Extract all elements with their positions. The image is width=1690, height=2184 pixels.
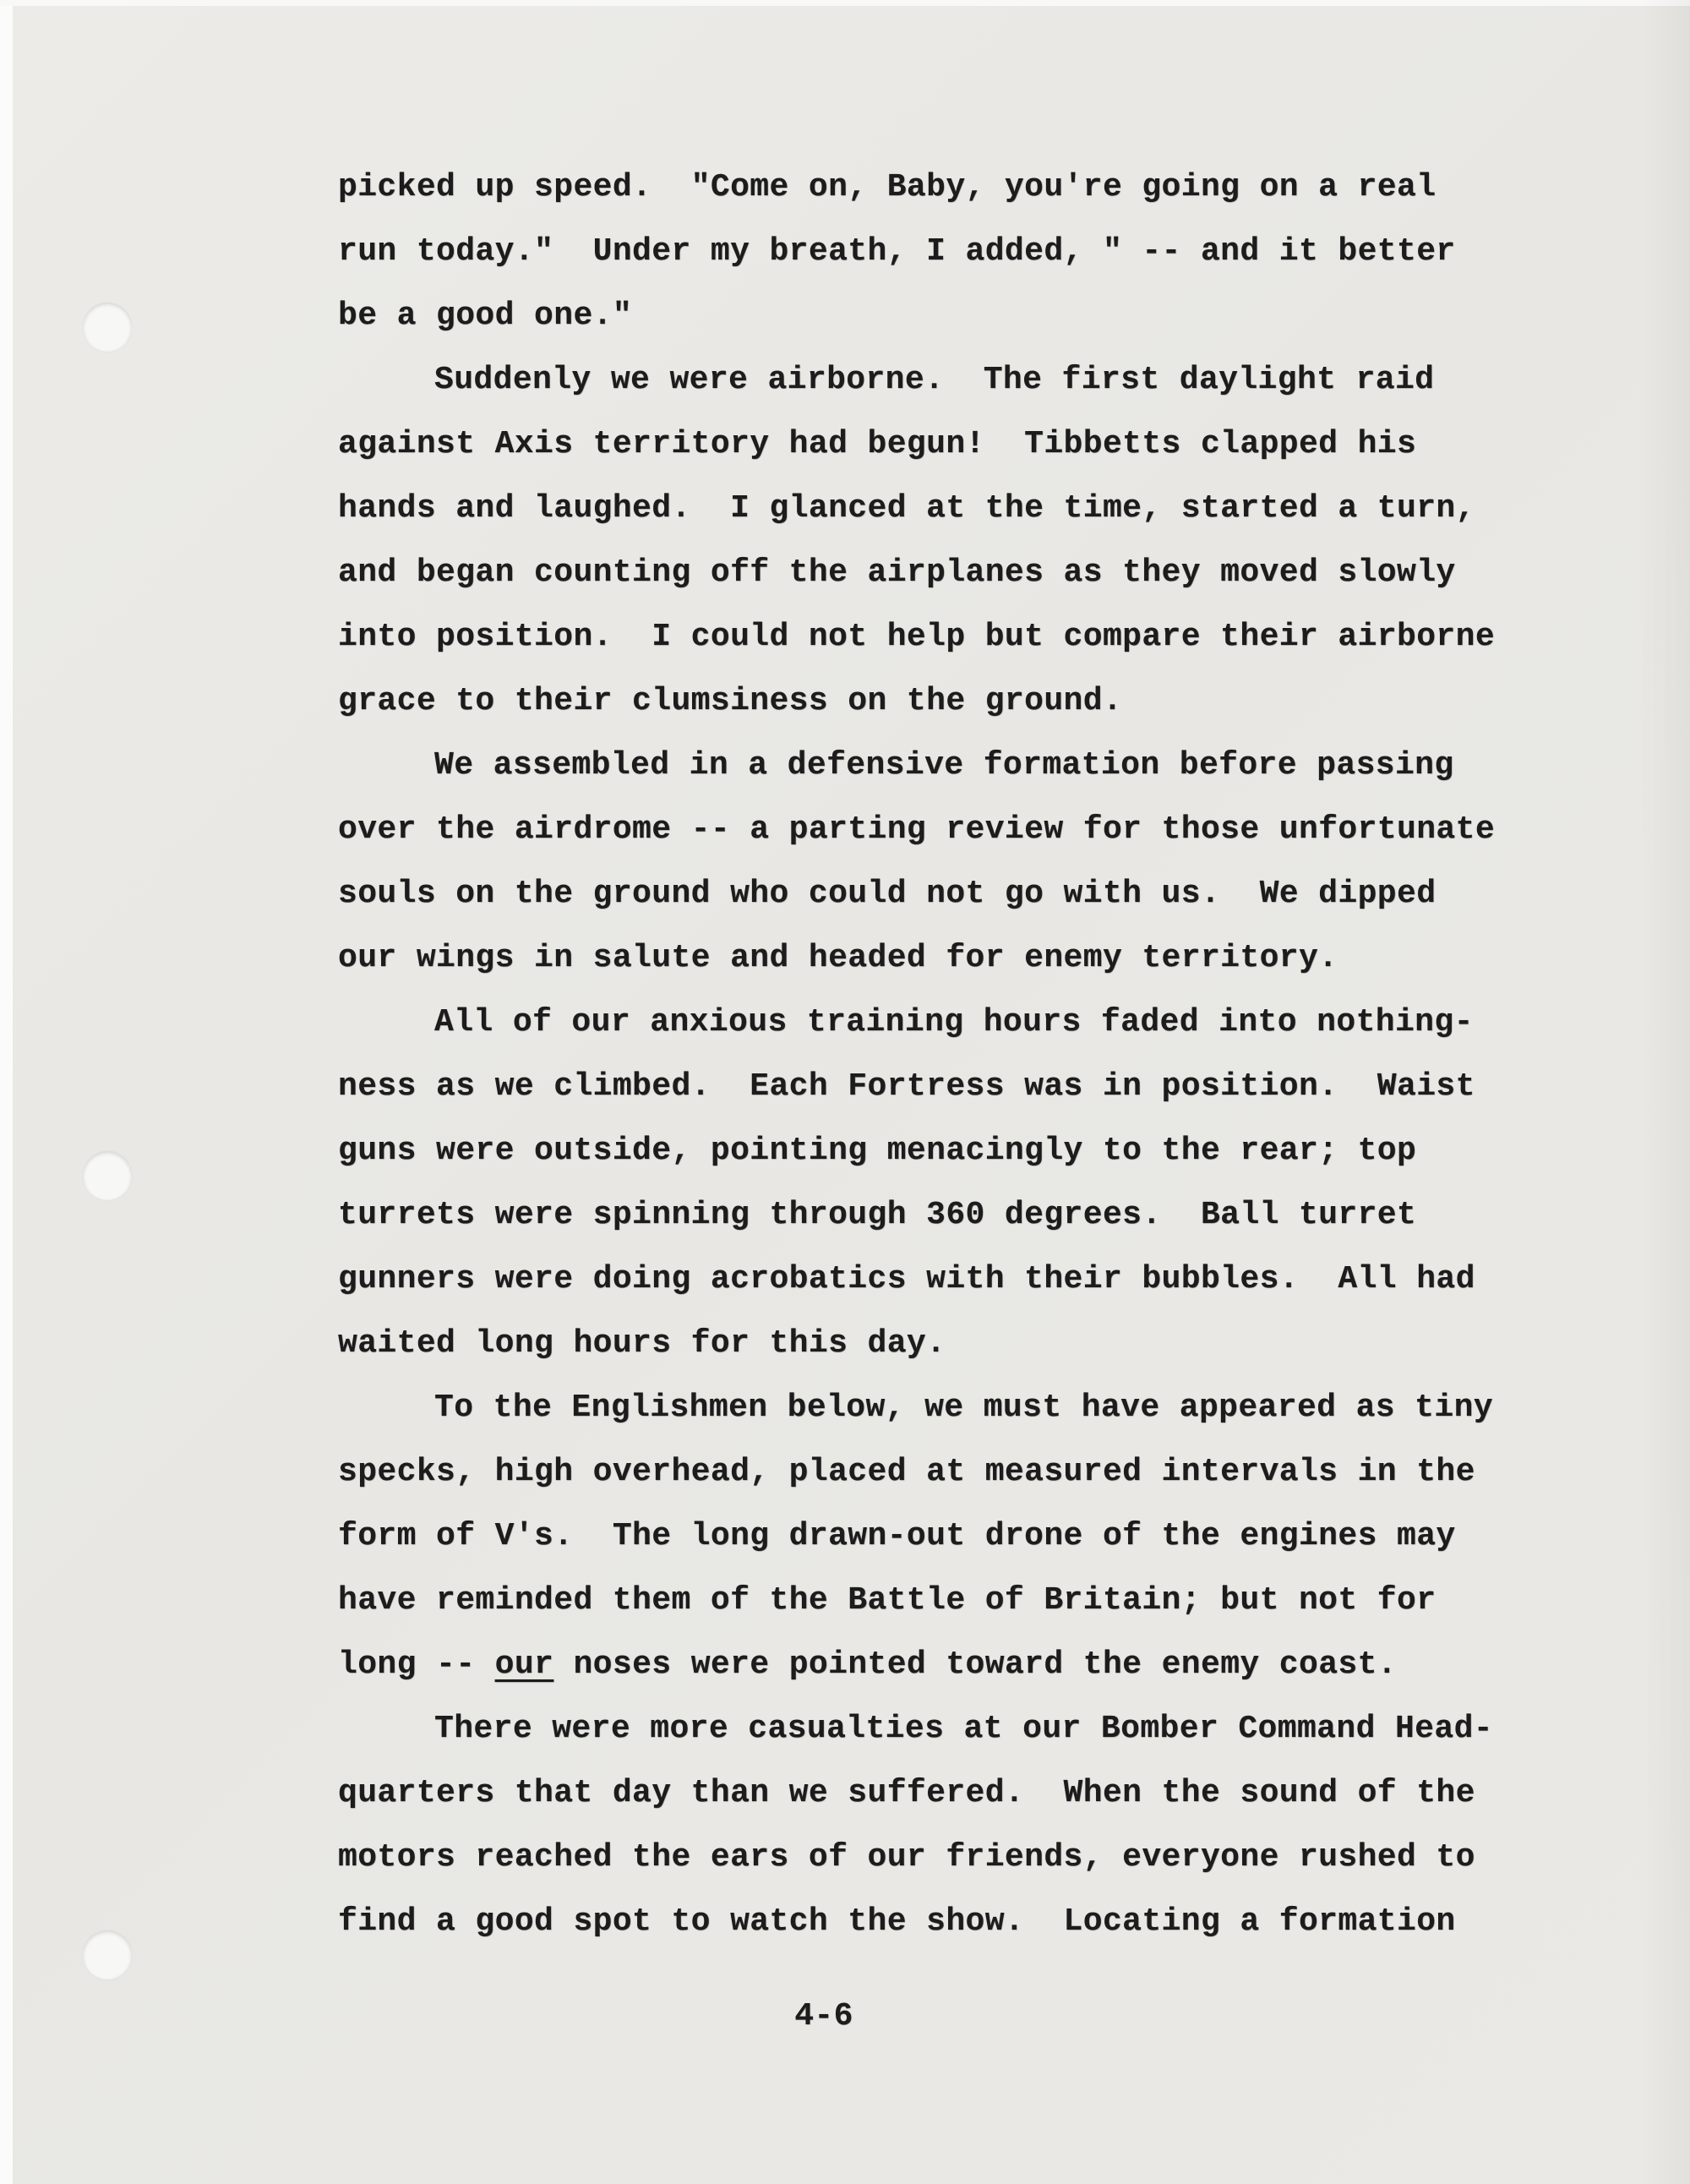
text-line: against Axis territory had begun! Tibbetts clapped his	[338, 426, 1417, 462]
text-line	[338, 1633, 1572, 1697]
text-line: grace to their clumsiness on the ground.	[338, 683, 1123, 719]
text-line: All of our anxious training hours faded into nothing-	[434, 1004, 1474, 1040]
text-line: guns were outside, pointing menacingly to the rear; top	[338, 1133, 1417, 1169]
paragraph-airborne	[338, 348, 1572, 734]
paragraph-casualties	[338, 1697, 1572, 1954]
scan-edge-left	[0, 0, 13, 2184]
text-line: run today." Under my breath, I added, " -- and it better	[338, 233, 1456, 270]
page-number: 4-6	[794, 1998, 853, 2034]
scan-edge-top	[0, 0, 1690, 6]
text-line: our wings in salute and headed for enemy territory.	[338, 940, 1338, 976]
text-line: into position. I could not help but compare their airborne	[338, 619, 1496, 655]
punch-hole-top	[83, 303, 132, 352]
text-line: motors reached the ears of our friends, everyone rushed to	[338, 1839, 1475, 1876]
punch-hole-bottom	[83, 1930, 132, 1979]
text-line: turrets were spinning through 360 degrees. Ball turret	[338, 1197, 1417, 1233]
text-line: gunners were doing acrobatics with their bubbles. All had	[338, 1261, 1475, 1297]
text-line: over the airdrome -- a parting review for those unfortunate	[338, 811, 1496, 848]
paragraph-training	[338, 991, 1572, 1376]
text-line: souls on the ground who could not go with us. We dipped	[338, 876, 1436, 912]
underlined-word: our	[494, 1646, 554, 1683]
paragraph-continuation	[338, 156, 1572, 348]
text-line: We assembled in a defensive formation before passing	[434, 747, 1454, 784]
text-line: There were more casualties at our Bomber Command Head-	[434, 1711, 1493, 1747]
document-text	[338, 156, 1572, 1954]
text-line: quarters that day than we suffered. When the sound of the	[338, 1775, 1475, 1811]
text-line: waited long hours for this day.	[338, 1325, 946, 1362]
text-segment: noses were pointed toward the enemy coast.	[553, 1646, 1398, 1683]
punch-hole-middle	[83, 1151, 132, 1200]
scan-edge-right-shade	[1639, 0, 1690, 2184]
text-line: To the Englishmen below, we must have appeared as tiny	[434, 1390, 1493, 1426]
paragraph-formation	[338, 734, 1572, 991]
text-line: ness as we climbed. Each Fortress was in position. Waist	[338, 1068, 1475, 1105]
paragraph-englishmen	[338, 1376, 1572, 1697]
text-line: Suddenly we were airborne. The first daylight raid	[434, 362, 1435, 398]
text-line: picked up speed. "Come on, Baby, you're going on a real	[338, 169, 1436, 205]
text-line: have reminded them of the Battle of Britain; but not for	[338, 1582, 1436, 1619]
text-segment: long --	[338, 1646, 495, 1683]
text-line: hands and laughed. I glanced at the time, started a turn,	[338, 490, 1475, 527]
text-line: specks, high overhead, placed at measured intervals in the	[338, 1454, 1475, 1490]
text-line: be a good one."	[338, 298, 633, 334]
text-line: form of V's. The long drawn-out drone of the engines may	[338, 1518, 1456, 1554]
text-line: and began counting off the airplanes as they moved slowly	[338, 554, 1456, 591]
text-line: find a good spot to watch the show. Locating a formation	[338, 1903, 1456, 1940]
